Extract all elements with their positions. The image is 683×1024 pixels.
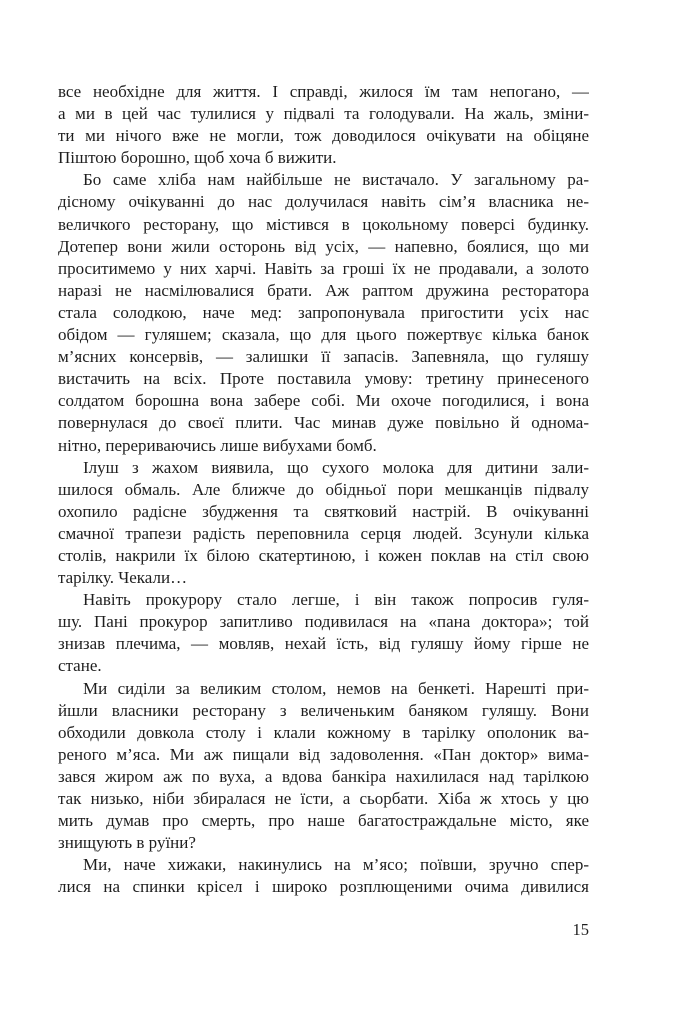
- paragraph: [58, 589, 589, 677]
- text-line: Ми сиділи за великим столом, немов на бенкеті. Нарешті при-: [83, 678, 589, 698]
- text-line: Дотепер вони жили осторонь від усіх, — напевно, боялися, що ми: [58, 236, 589, 256]
- text-line: мить думав про смерть, про наше багатостраждальне місто, яке: [58, 811, 589, 831]
- text-line: проситимемо у них харчі. Навіть за гроші їх не продавали, а золото: [58, 258, 589, 278]
- text-line: реного м’яса. Ми аж пищали від задоволення. «Пан доктор» вима-: [58, 744, 589, 764]
- text-line: стала солодкою, наче мед: запропонувала пригостити усіх нас: [58, 302, 589, 322]
- text-line: нітно, перериваючись лише вибухами бомб.: [58, 435, 377, 455]
- text-line: столів, накрили їх білою скатертиною, і кожен поклав на стіл свою: [58, 545, 589, 565]
- text-line: стане.: [58, 656, 102, 676]
- text-line: тарілку. Чекали…: [58, 568, 188, 588]
- text-line: йшли власники ресторану з величеньким баняком гуляшу. Вони: [58, 700, 589, 720]
- text-line: Ілуш з жахом виявила, що сухого молока для дитини зали-: [83, 457, 589, 477]
- paragraph: [58, 678, 589, 855]
- paragraph: [58, 854, 589, 898]
- text-line: шу. Пані прокурор запитливо подивилася на «пана доктора»; той: [58, 612, 589, 632]
- text-line: Ми, наче хижаки, накинулись на м’ясо; поївши, зручно спер-: [83, 855, 589, 875]
- text-line: смачної трапези радість переповнила серця людей. Зсунули кілька: [58, 523, 589, 543]
- text-line: Навіть прокурору стало легше, і він також попросив гуля-: [83, 590, 589, 610]
- text-line: вистачить на всіх. Проте поставила умову: третину принесеного: [58, 369, 589, 389]
- paragraph: [58, 81, 589, 169]
- text-line: Піштою борошно, щоб хоча б вижити.: [58, 148, 337, 168]
- text-line: знизав плечима, — мовляв, нехай їсть, від гуляшу йому гірше не: [58, 634, 589, 654]
- text-line: шилося обмаль. Але ближче до обідньої пори мешканців підвалу: [58, 479, 589, 499]
- text-line: м’ясних консервів, — залишки її запасів. Запевняла, що гуляшу: [58, 347, 589, 367]
- text-line: наразі не насмілювалися брати. Аж раптом дружина ресторатора: [58, 280, 589, 300]
- text-line: обідом — гуляшем; сказала, що для цього пожертвує кілька банок: [58, 325, 589, 345]
- text-line: зався жиром аж по вуха, а вдова банкіра нахилилася над тарілкою: [58, 766, 589, 786]
- text-line: обходили довкола столу і клали кожному в тарілку ополоник ва-: [58, 722, 589, 742]
- page-number: 15: [572, 920, 589, 939]
- text-line: величкого ресторану, що містився в цокольному поверсі будинку.: [58, 214, 589, 234]
- text-line: лися на спинки крісел і широко розплющеними очима дивилися: [58, 877, 589, 897]
- text-line: охопило радісне збудження та святковий настрій. В очікуванні: [58, 501, 589, 521]
- text-line: а ми в цей час тулилися у підвалі та голодували. На жаль, зміни-: [58, 104, 589, 124]
- text-block: [58, 81, 589, 898]
- text-line: так низько, ніби збиралася не їсти, а сьорбати. Хіба ж хтось у цю: [58, 789, 589, 808]
- text-line: дісному очікуванні до нас долучилася навіть сім’я власника не-: [58, 192, 589, 212]
- paragraph: [58, 169, 589, 456]
- text-line: ти ми нічого вже не могли, тож доводилося очікувати на обіцяне: [58, 126, 589, 146]
- text-line: повернулася до своєї плити. Час минав дуже повільно й однома-: [58, 413, 589, 433]
- paragraph: [58, 457, 589, 590]
- text-line: знищують в руїни?: [58, 833, 196, 853]
- text-line: все необхідне для життя. І справді, жилося їм там непогано, —: [58, 82, 589, 101]
- text-line: Бо саме хліба нам найбільше не вистачало. У загальному ра-: [83, 170, 589, 190]
- text-line: солдатом борошна вона забере собі. Ми охоче погодилися, і вона: [58, 391, 589, 411]
